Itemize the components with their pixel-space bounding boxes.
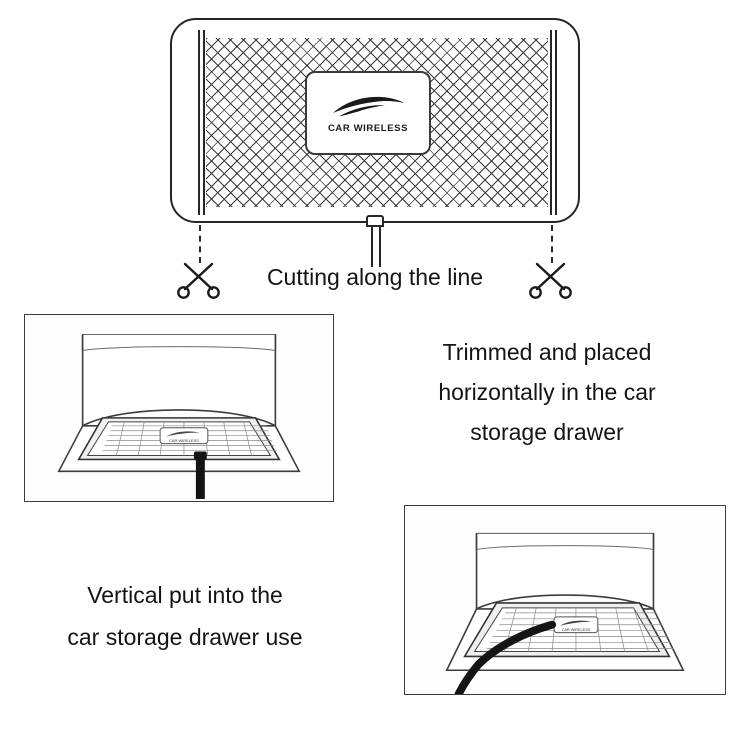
svg-text:CAR WIRELESS: CAR WIRELESS: [561, 628, 591, 633]
cut-line-left-inner: [203, 30, 205, 215]
charging-pad-outline: [170, 18, 580, 223]
caption-line: Trimmed and placed: [442, 339, 652, 365]
product-illustration: [170, 18, 580, 223]
scissors-icon: [528, 256, 574, 302]
caption-line: horizontally in the car: [438, 379, 656, 405]
cable-port-nub: [366, 215, 384, 227]
caption-line: car storage drawer use: [67, 624, 303, 650]
cut-instruction-caption: Cutting along the line: [266, 264, 484, 290]
caption-line: storage drawer: [470, 419, 624, 445]
cut-line-left: [198, 30, 200, 215]
scissors-icon: [176, 256, 222, 302]
brand-logo-plate: [305, 71, 431, 155]
cut-line-right: [550, 30, 552, 215]
cable-line-b: [379, 225, 381, 267]
caption-trimmed-horizontal: [382, 332, 712, 452]
panel-horizontal-use: [404, 505, 726, 695]
panel-vertical-use: [24, 314, 334, 502]
cut-line-right-inner: [555, 30, 557, 215]
svg-text:CAR WIRELESS: CAR WIRELESS: [168, 438, 199, 444]
caption-line: Vertical put into the: [87, 582, 283, 608]
brand-logo-text: CAR WIRELESS: [327, 122, 409, 134]
caption-vertical-use: [20, 574, 350, 658]
car-silhouette-icon: [329, 93, 407, 119]
cable-line-a: [371, 225, 373, 267]
